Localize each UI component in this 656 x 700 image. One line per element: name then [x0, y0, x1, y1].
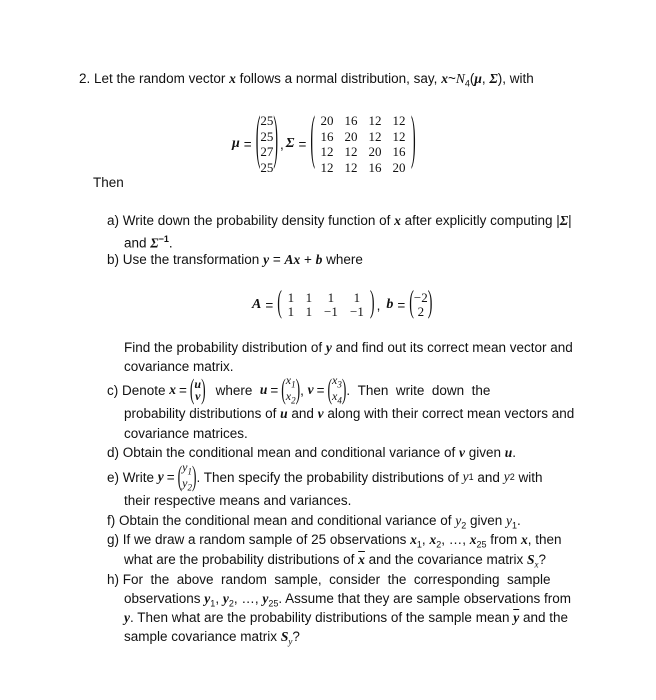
mu-vector: 25 25 27 25 [260, 113, 274, 175]
part-e-line2: their respective means and variances. [124, 493, 352, 508]
part-b-line1: b) Use the transformation y = Ax + b where [107, 252, 363, 267]
part-a-line1: a) Write down the probability density function of x after explicitly computing |Σ| [107, 213, 572, 228]
part-e-line1: e) Write y = ( $y_1$ $y_2$ ) . Then specify the probability distributions of y 1 and y 2 with [107, 459, 543, 493]
part-h-line2: observations $y_1$, $y_2$, …, $y_{25}$. Assume that they are sample observations from [124, 591, 572, 609]
A-b-definition: A = ( 1 1 1 1 1 1 −1 −1 ) , b = ( −2 2 ) [252, 286, 433, 322]
part-c-line3: covariance matrices. [124, 426, 248, 441]
b-vector: −2 2 [413, 290, 428, 319]
part-h-line3: y. Then what are the probability distributions of the sample mean $\overline{y}$ and the [124, 610, 569, 625]
part-g-line1: g) If we draw a random sample of 25 observations $x_1$, $x_2$, …, $x_{25}$ from x, then [107, 532, 562, 550]
part-h-line1: h) For the above random sample, consider the corresponding sample [107, 572, 551, 587]
then-label: Then [93, 175, 124, 190]
A-matrix: 1 1 1 1 1 1 −1 −1 [287, 290, 364, 319]
part-g-line2: what are the probability distributions of $\overline{x}$ and the covariance matrix $S_x$? [124, 552, 547, 570]
part-h-line4: sample covariance matrix $S_y$? [124, 629, 300, 647]
part-c-line2: probability distributions of u and v along with their correct mean vectors and [124, 406, 575, 421]
part-f-line1: f) Obtain the conditional mean and conditional variance of $y_2$ given $y_1$. [107, 513, 521, 531]
mu-sigma-definition: μ = ( 25 25 27 25 ) , Σ = ( 20 16 12 12 16 20 12 12 12 12 20 16 12 12 16 20 ) [232, 110, 416, 175]
sigma-matrix: 20 16 12 12 16 20 12 12 12 12 20 16 12 12 16 20 [320, 113, 406, 175]
part-b-line3: covariance matrix. [124, 359, 234, 374]
problem-intro: 2. Let the random vector x follows a normal distribution, say, $x\sim N_4(\mu$, Σ), with [79, 71, 534, 89]
part-a-line2: and $\Sigma^{-1}$. [124, 234, 173, 251]
part-d-line1: d) Obtain the conditional mean and conditional variance of v given u. [107, 445, 517, 460]
part-b-line2: Find the probability distribution of y and find out its correct mean vector and [124, 340, 573, 355]
part-c-line1: c) Denote x = ( u v ) where u = ( $x_1$ $x_2$ ) , v = ( $x_3$ $x_4$ ) . Then write down the [107, 372, 491, 406]
